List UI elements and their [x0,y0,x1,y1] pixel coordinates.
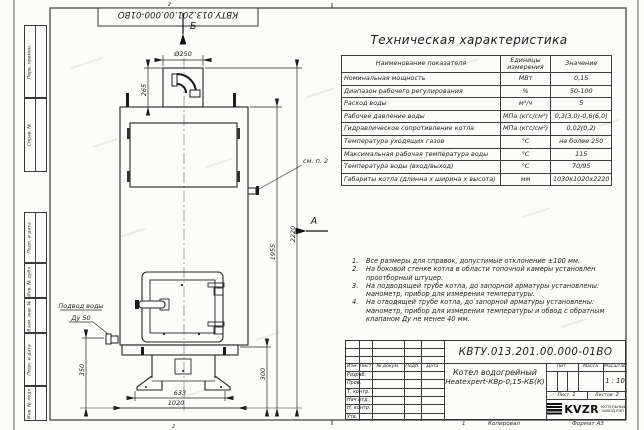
tb-col-data: Дата [426,364,439,369]
stamp-divider [35,298,36,333]
tb-product-name-line2: Heatexpert-КВр-0,15-КБ(К) [445,377,545,386]
dim-base-w: 633 [173,389,187,397]
tb-mass-label: Масса [583,364,598,369]
tb-col-list: Лист [359,364,372,369]
door-latch [135,300,139,309]
tb-lit-label: Лит. [556,364,568,369]
tb-col-podp: Подп. [405,364,420,369]
inspection-panel [130,123,237,187]
note-item: 1. Все размеры для справок, допустимые отклонение ±100 мм. [352,257,581,265]
margin-stamp-vzam-inv [24,297,47,334]
svg-text:Подвод воды: Подвод воды [58,302,104,310]
stamp-divider [35,213,36,263]
tb-sign-razrab: Разраб. [347,372,367,378]
spec-table-title: Техническая характеристика [370,33,568,47]
tb-sign-nachotd: Нач.отд. [347,397,369,403]
note-item: 3. На подводящей трубе котла, до запорной арматуры установлены: манометр, прибор для измерения температуры. [352,281,600,299]
notes-list [352,257,622,323]
door-hinge [208,322,224,326]
spec-header-value: Значение [551,56,612,73]
tb-sheet-cell: Лист 1 [557,392,576,398]
spec-row: Габариты котла (длинна х ширина х высота) мм 1030х1020х2220 [342,173,612,186]
dim-base-h: 300 [259,367,267,381]
furnace-door [139,272,224,342]
panel-hinges [127,128,240,182]
tb-sign-nkontr: Н. контр. [347,405,371,412]
spec-row: Рабочее давление воды МПа (кгс/см²) 0,3(3,0)-0,6(6,0) [342,110,612,123]
stamp-label: Справ. № [27,123,33,146]
stamp-label: Перв. примен. [27,44,33,80]
tb-col-dokum: № докум. [376,364,400,369]
view-label-a: А [310,216,318,227]
base-bolts [141,347,226,388]
flue-elbow [172,74,200,97]
doc-number-top-box [98,8,258,26]
dim-total-w: 1020 [167,399,185,407]
tb-line [557,371,558,391]
tb-scale-label: Масштаб [603,364,627,369]
tb-sign-prov: Пров. [347,380,362,387]
note-item: 2. На боковой стенке котла в области топочной камеры установлен проотборный штуцер. [352,265,596,282]
margin-stamp-podp-data-1 [24,212,47,264]
tb-doc-number: КВТУ.013.201.00.000-01ВО [458,346,613,358]
spec-row: Диапазон рабочего регулирования % 50-100 [342,85,612,98]
base-plinth [122,345,238,390]
stamp-divider [35,26,36,98]
tb-sign-tkontr: Т. контр. [347,388,370,395]
spec-row: Температура воды (вход/выход) °С 70/95 [342,161,612,174]
format-label: Формат А3 [572,421,604,427]
stamp-label: Взам. инв. № [27,299,33,332]
tb-line [421,341,422,421]
dim-inlet-h: 350 [78,363,86,377]
margin-stamp-inv-podl [24,385,47,421]
tb-sign-utv: Утв. [347,413,358,420]
tb-line [372,341,373,421]
tb-line [346,356,444,357]
dimension-labels [78,50,297,407]
door-handle [139,301,165,308]
view-label-b: Б [190,21,197,32]
copy-index: 1 [462,421,466,427]
margin-stamp-inv-dubl [24,262,47,299]
tb-line [346,413,444,414]
dim-chimney-h: 265 [140,83,148,97]
stamp-label: Подп. и дата [27,222,33,254]
tb-sheets-cell: Листов 2 [595,392,619,398]
kvzr-logo [546,399,627,419]
title-block [345,340,626,420]
water-inlet-stub [106,334,118,344]
margin-stamp-perv-primen [24,25,47,99]
spec-row: Температура уходящих газов °С не более 250 [342,135,612,148]
spec-header-row [342,56,612,73]
stamp-label: Инв. № подл. [27,387,33,419]
tb-scale-value: 1 : 10 [605,377,625,385]
spec-row: Номинальная мощность МВт 0,15 [342,73,612,86]
stamp-divider [35,333,36,386]
sample-fitting [248,165,302,195]
kvzr-logo-word: KVZR [564,402,599,416]
stamp-divider [35,263,36,298]
stamp-label: Инв. № дубл. [27,264,33,297]
note-item: 4. На отводящей трубе котла, до запорной арматуры установлены: манометр, прибор для измерения температуры и обвод с обратным клапаном Ду не менее 40 мм. [352,298,605,324]
spec-header-units: Единицы измерения [501,56,551,73]
spec-row: Гидравлическое сопротивление котла МПа (кгс/см²) 0,02(0,2) [342,123,612,136]
zone-mark-bottom: 2 [172,424,176,430]
tb-line [567,371,568,391]
tb-line [404,341,405,421]
spec-row: Расход воды м³/ч 5 [342,98,612,111]
stamp-divider [35,98,36,171]
tb-col-izm: Изм. [346,364,359,369]
spec-table [341,55,612,186]
stamp-divider [35,386,36,420]
dim-total-h: 2220 [289,225,297,243]
svg-text:Ду 50: Ду 50 [71,314,91,322]
copied-label: Копировал [488,421,520,427]
callout-see-note-2: см. п. 2 [303,157,329,165]
water-inlet-label [58,302,108,334]
kvzr-logo-subtitle: КОТЕЛЬНЫЙ ЗАВОД РЭП [601,403,627,413]
door-hinge [208,283,224,287]
spec-header-name: Наименование показателя [342,56,501,73]
tb-line [346,348,444,349]
zone-mark-top: 2 [168,2,172,8]
tb-product-name-line1: Котел водогрейный [453,368,537,377]
margin-stamp-podp-data-2 [24,332,47,387]
dim-chimney-dia: Ø250 [174,50,192,58]
margin-stamp-sprav-no [24,97,47,172]
doc-number-top: КВТУ.013.201.00.000-01ВО [117,9,239,19]
kvzr-logo-icon [547,403,562,415]
view-arrows [183,13,328,231]
stamp-label: Подп. и дата [27,343,33,376]
tb-product-name [444,363,546,421]
dim-body-h: 1955 [269,243,277,261]
spec-row: Максимальная рабочая температура воды °С 115 [342,148,612,161]
callout-leader [259,165,302,189]
